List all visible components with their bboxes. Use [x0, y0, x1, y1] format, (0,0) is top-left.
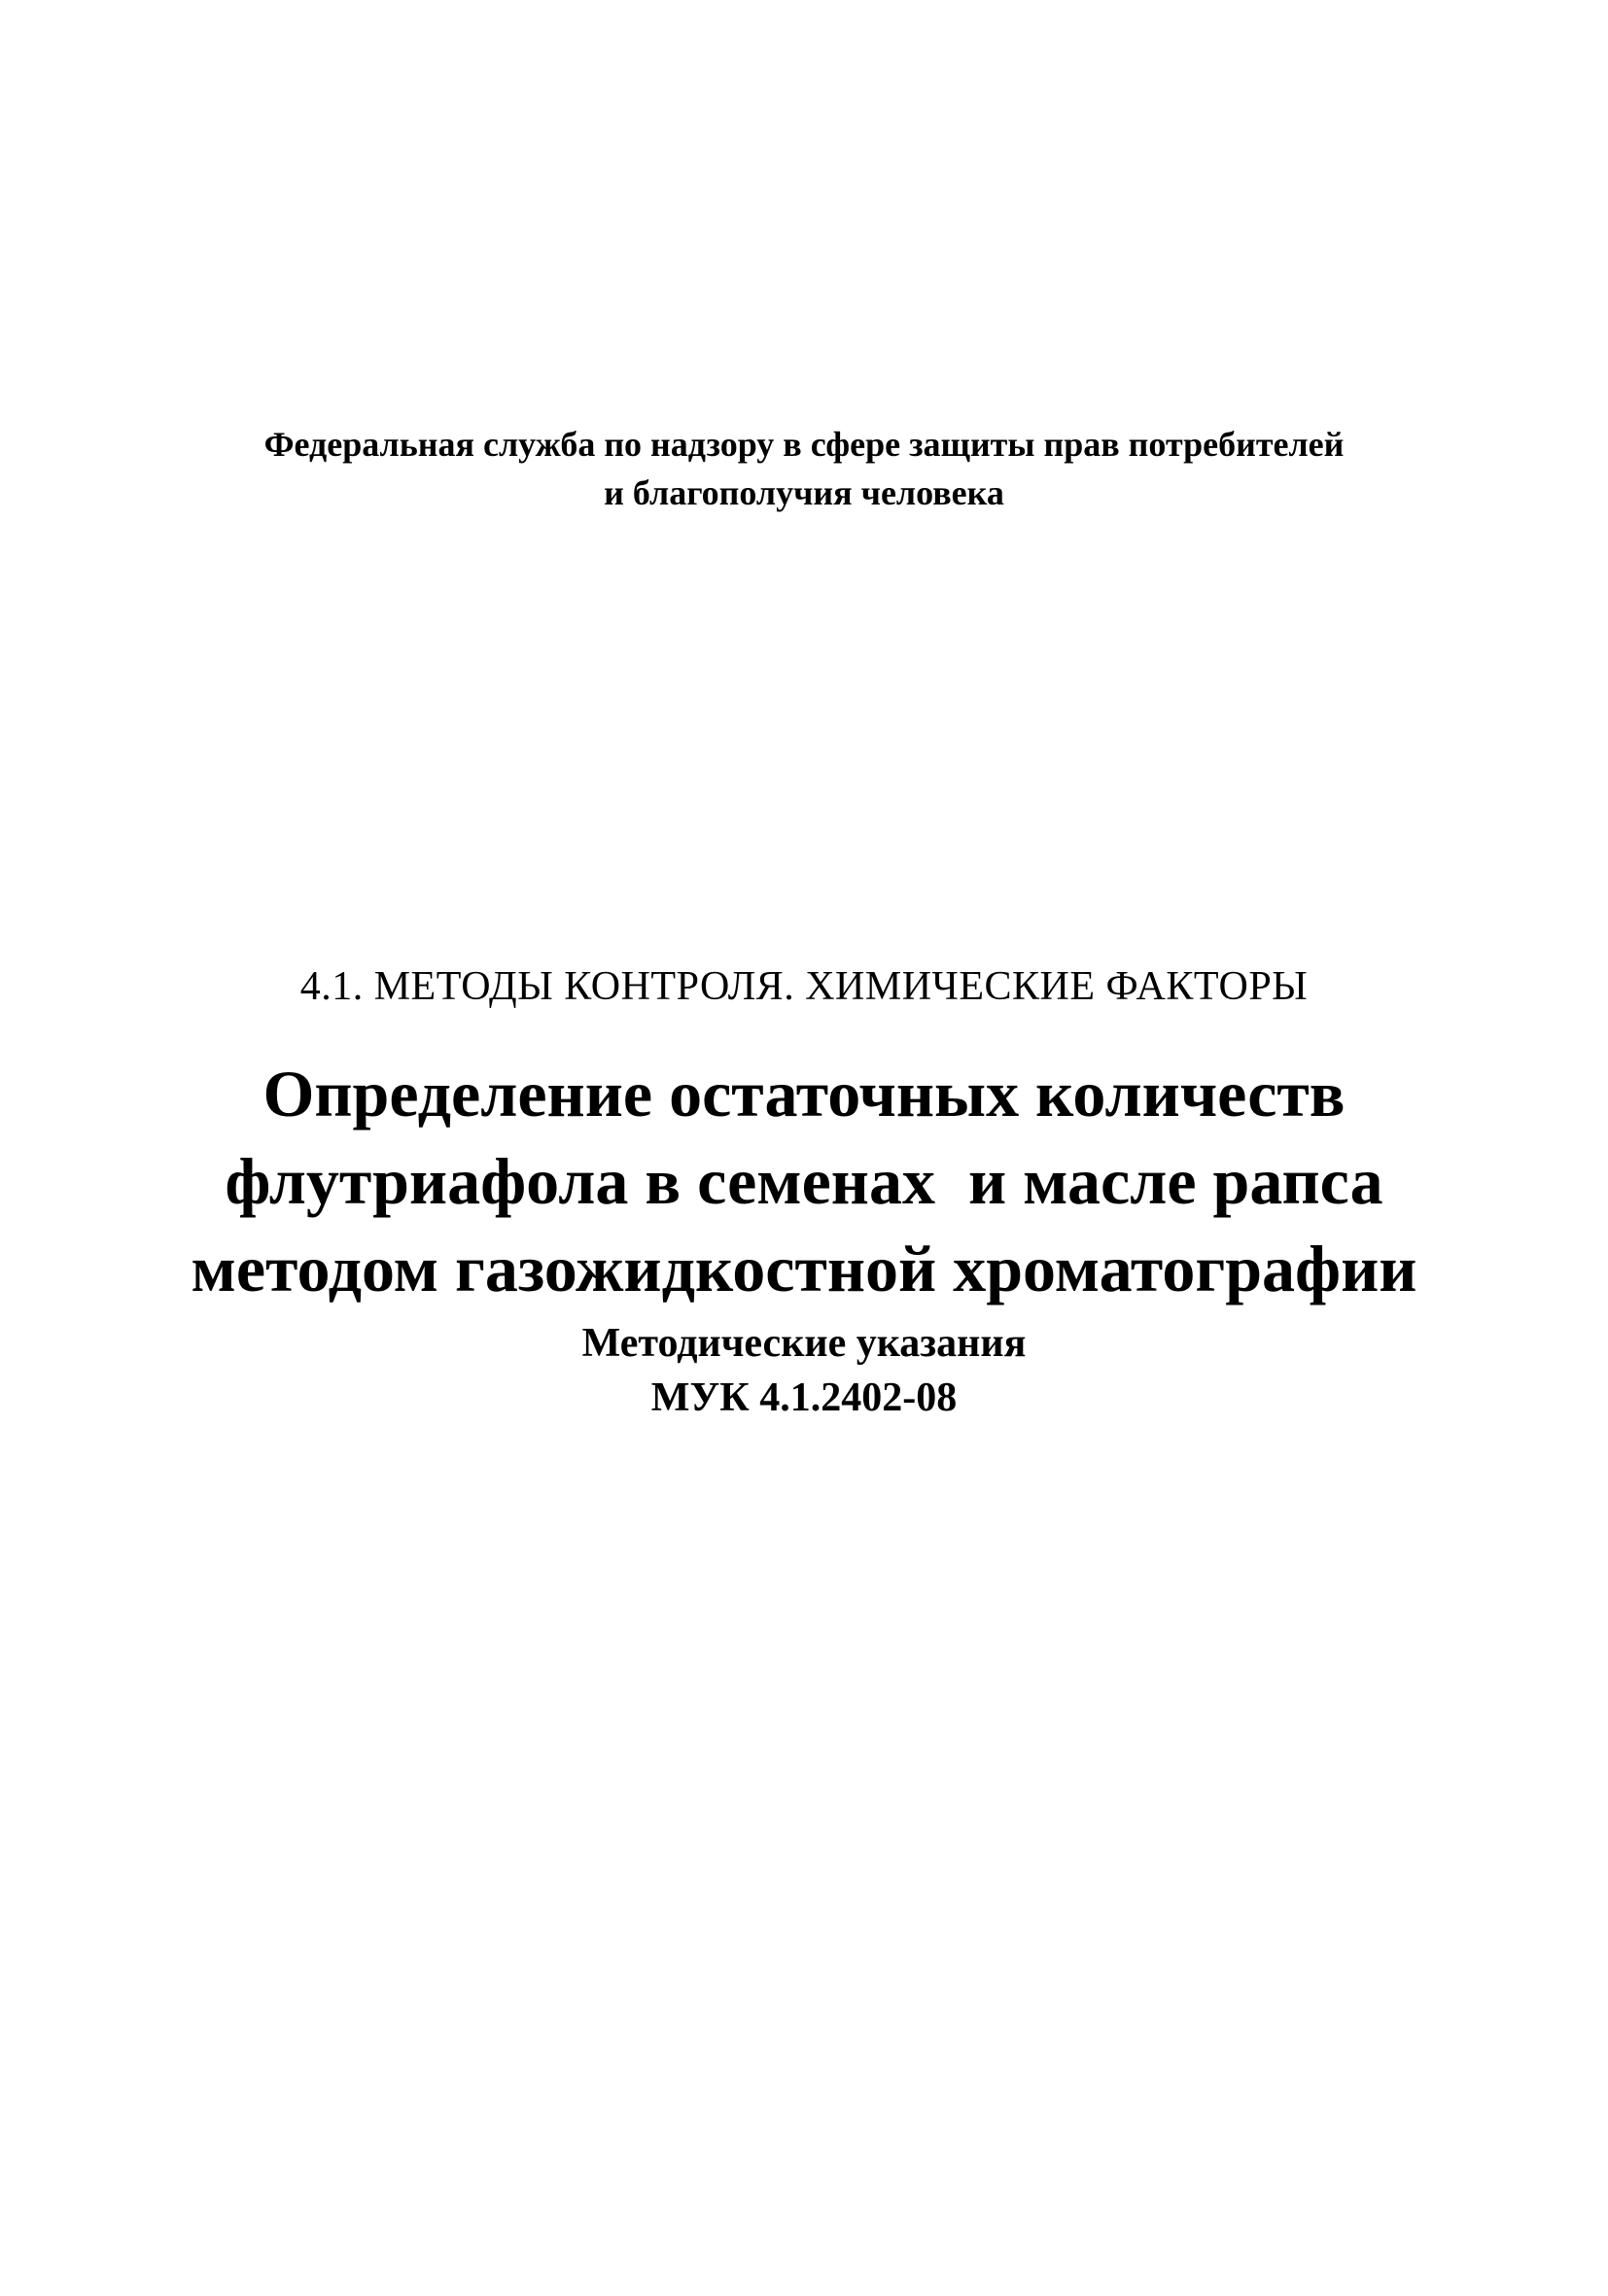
document-code: МУК 4.1.2402-08 [650, 1375, 958, 1420]
agency-name-line-1: Федеральная служба по надзору в сфере защиты прав потребителей [263, 425, 1345, 464]
document-title [0, 1050, 1608, 1312]
document-type: Методические указания [581, 1321, 1027, 1366]
document-title-line-1: Определение остаточных количеств [262, 1057, 1346, 1131]
document-type-block [0, 1316, 1608, 1425]
agency-name [0, 420, 1608, 517]
document-title-line-3: методом газожидкостной хроматографии [191, 1232, 1417, 1305]
document-title-line-2: флутриафола в семенах и масле рапса [225, 1144, 1383, 1218]
section-heading: 4.1. МЕТОДЫ КОНТРОЛЯ. ХИМИЧЕСКИЕ ФАКТОРЫ [299, 964, 1309, 1009]
agency-name-line-2: и благополучия человека [604, 473, 1004, 512]
